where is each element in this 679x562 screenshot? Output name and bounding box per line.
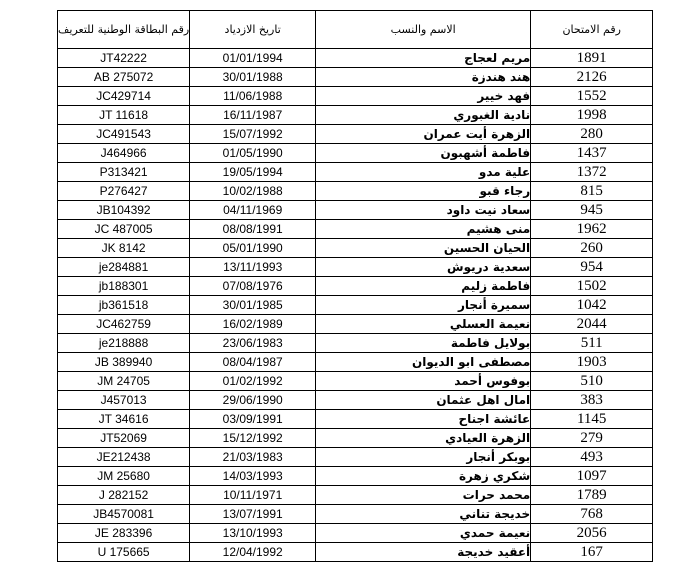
birth-date-cell: 10/02/1988	[190, 182, 316, 201]
exam-number-cell: 510	[531, 372, 653, 391]
exam-number-cell: 1962	[531, 220, 653, 239]
national-id-cell: JT 34616	[58, 410, 190, 429]
birth-date-cell: 30/01/1988	[190, 68, 316, 87]
national-id-cell: JT42222	[58, 49, 190, 68]
national-id-cell: J464966	[58, 144, 190, 163]
name-cell: فهد خيير	[316, 87, 531, 106]
national-id-cell: JK 8142	[58, 239, 190, 258]
table-row	[58, 125, 653, 144]
national-id-cell: JE 283396	[58, 524, 190, 543]
name-cell: الزهرة العيادي	[316, 429, 531, 448]
birth-date-cell: 14/03/1993	[190, 467, 316, 486]
table-row	[58, 353, 653, 372]
birth-date-cell: 16/02/1989	[190, 315, 316, 334]
birth-date-cell: 11/06/1988	[190, 87, 316, 106]
birth-date-cell: 04/11/1969	[190, 201, 316, 220]
birth-date-cell: 10/11/1971	[190, 486, 316, 505]
birth-date-cell: 03/09/1991	[190, 410, 316, 429]
exam-number-cell: 815	[531, 182, 653, 201]
table-row	[58, 220, 653, 239]
name-cell: نادية الغبوري	[316, 106, 531, 125]
national-id-cell: jb188301	[58, 277, 190, 296]
exam-number-cell: 945	[531, 201, 653, 220]
table-row	[58, 68, 653, 87]
name-cell: الحيان الحسين	[316, 239, 531, 258]
name-cell: نعيمة حمدي	[316, 524, 531, 543]
table-row	[58, 448, 653, 467]
national-id-cell: JC491543	[58, 125, 190, 144]
name-cell: خديجة تناني	[316, 505, 531, 524]
name-cell: شكري زهرة	[316, 467, 531, 486]
table-row	[58, 144, 653, 163]
exam-number-cell: 1437	[531, 144, 653, 163]
birth-date-cell: 13/10/1993	[190, 524, 316, 543]
exam-number-cell: 1042	[531, 296, 653, 315]
candidates-table	[57, 10, 653, 562]
exam-number-cell: 511	[531, 334, 653, 353]
table-header-row	[58, 11, 653, 49]
name-cell: عائشة اجناح	[316, 410, 531, 429]
birth-date-cell: 23/06/1983	[190, 334, 316, 353]
birth-date-cell: 01/05/1990	[190, 144, 316, 163]
name-cell: بوفوس أحمد	[316, 372, 531, 391]
name-cell: منى هشيم	[316, 220, 531, 239]
birth-date-cell: 30/01/1985	[190, 296, 316, 315]
name-cell: بوبكر أنجار	[316, 448, 531, 467]
table-row	[58, 277, 653, 296]
national-id-cell: JT52069	[58, 429, 190, 448]
table-body	[58, 49, 653, 562]
table-row	[58, 163, 653, 182]
table-row	[58, 391, 653, 410]
birth-date-cell: 15/07/1992	[190, 125, 316, 144]
table-row	[58, 505, 653, 524]
table-row	[58, 543, 653, 562]
exam-number-cell: 954	[531, 258, 653, 277]
birth-date-cell: 13/11/1993	[190, 258, 316, 277]
national-id-cell: J457013	[58, 391, 190, 410]
exam-number-cell: 167	[531, 543, 653, 562]
name-cell: مريم لعجاج	[316, 49, 531, 68]
name-cell: محمد حرات	[316, 486, 531, 505]
table-row	[58, 410, 653, 429]
header-exam-number: رقم الامتحان	[531, 11, 653, 49]
table-row	[58, 258, 653, 277]
national-id-cell: JM 24705	[58, 372, 190, 391]
national-id-cell: P313421	[58, 163, 190, 182]
national-id-cell: JT 11618	[58, 106, 190, 125]
table-row	[58, 334, 653, 353]
birth-date-cell: 12/04/1992	[190, 543, 316, 562]
exam-number-cell: 1145	[531, 410, 653, 429]
national-id-cell: JC462759	[58, 315, 190, 334]
table-row	[58, 239, 653, 258]
national-id-cell: JM 25680	[58, 467, 190, 486]
name-cell: بولايل فاطمة	[316, 334, 531, 353]
national-id-cell: jb361518	[58, 296, 190, 315]
table-row	[58, 296, 653, 315]
birth-date-cell: 21/03/1983	[190, 448, 316, 467]
table-row	[58, 429, 653, 448]
table-row	[58, 486, 653, 505]
name-cell: مصطفى ابو الديوان	[316, 353, 531, 372]
name-cell: سعاد نيت داود	[316, 201, 531, 220]
header-national-id: رقم البطاقة الوطنية للتعريف	[58, 11, 190, 49]
exam-number-cell: 2126	[531, 68, 653, 87]
name-cell: امال اهل عثمان	[316, 391, 531, 410]
table-row	[58, 106, 653, 125]
national-id-cell: JB 389940	[58, 353, 190, 372]
name-cell: سميرة أنجار	[316, 296, 531, 315]
birth-date-cell: 05/01/1990	[190, 239, 316, 258]
table-row	[58, 524, 653, 543]
header-name: الاسم والنسب	[316, 11, 531, 49]
birth-date-cell: 07/08/1976	[190, 277, 316, 296]
exam-number-cell: 1372	[531, 163, 653, 182]
table-row	[58, 372, 653, 391]
exam-number-cell: 1891	[531, 49, 653, 68]
birth-date-cell: 16/11/1987	[190, 106, 316, 125]
exam-number-cell: 260	[531, 239, 653, 258]
national-id-cell: je284881	[58, 258, 190, 277]
birth-date-cell: 08/08/1991	[190, 220, 316, 239]
exam-number-cell: 2056	[531, 524, 653, 543]
exam-number-cell: 768	[531, 505, 653, 524]
name-cell: نعيمة العسلي	[316, 315, 531, 334]
exam-number-cell: 1789	[531, 486, 653, 505]
table-row	[58, 182, 653, 201]
header-birth-date: تاريخ الازدياد	[190, 11, 316, 49]
birth-date-cell: 19/05/1994	[190, 163, 316, 182]
exam-number-cell: 2044	[531, 315, 653, 334]
national-id-cell: J 282152	[58, 486, 190, 505]
national-id-cell: AB 275072	[58, 68, 190, 87]
exam-number-cell: 1903	[531, 353, 653, 372]
exam-number-cell: 1998	[531, 106, 653, 125]
national-id-cell: JB4570081	[58, 505, 190, 524]
national-id-cell: je218888	[58, 334, 190, 353]
table-row	[58, 49, 653, 68]
exam-number-cell: 493	[531, 448, 653, 467]
name-cell: فاطمة أشهبون	[316, 144, 531, 163]
name-cell: سعدية دريوش	[316, 258, 531, 277]
table-row	[58, 315, 653, 334]
name-cell: علية مدو	[316, 163, 531, 182]
exam-number-cell: 279	[531, 429, 653, 448]
exam-number-cell: 1097	[531, 467, 653, 486]
birth-date-cell: 29/06/1990	[190, 391, 316, 410]
birth-date-cell: 15/12/1992	[190, 429, 316, 448]
national-id-cell: JB104392	[58, 201, 190, 220]
name-cell: أعقيد خديجة	[316, 543, 531, 562]
national-id-cell: P276427	[58, 182, 190, 201]
birth-date-cell: 01/01/1994	[190, 49, 316, 68]
name-cell: رجاء قبو	[316, 182, 531, 201]
birth-date-cell: 01/02/1992	[190, 372, 316, 391]
national-id-cell: JC 487005	[58, 220, 190, 239]
table-row	[58, 467, 653, 486]
birth-date-cell: 08/04/1987	[190, 353, 316, 372]
national-id-cell: JE212438	[58, 448, 190, 467]
birth-date-cell: 13/07/1991	[190, 505, 316, 524]
national-id-cell: JC429714	[58, 87, 190, 106]
national-id-cell: U 175665	[58, 543, 190, 562]
exam-number-cell: 383	[531, 391, 653, 410]
name-cell: الزهرة أيت عمران	[316, 125, 531, 144]
exam-number-cell: 280	[531, 125, 653, 144]
exam-number-cell: 1502	[531, 277, 653, 296]
table-row	[58, 201, 653, 220]
table-row	[58, 87, 653, 106]
name-cell: هند هندزة	[316, 68, 531, 87]
exam-number-cell: 1552	[531, 87, 653, 106]
name-cell: فاطمة زليم	[316, 277, 531, 296]
